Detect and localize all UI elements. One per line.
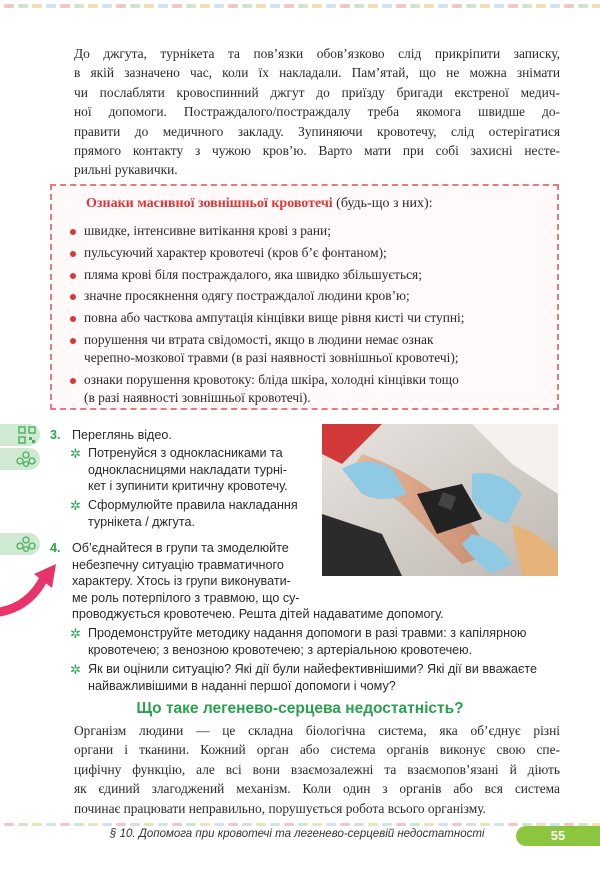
decorative-dash [18,823,28,826]
text-line: Сформулюйте правила накладання [88,498,298,512]
text-line: найважливішими в наданні першої допомоги і чому? [88,678,396,693]
decorative-dash [200,4,210,8]
decorative-dash [466,4,476,8]
text-line: однокласницями накладати турні- [88,462,287,477]
decorative-dash [116,823,126,826]
signs-list-item [70,222,552,240]
decorative-dash [564,4,574,8]
decorative-dash [452,823,462,826]
footer-chapter-title: § 10. Допомога при кровотечі та легенево-серцевій недостатності [110,828,485,840]
task-4-sub-2 [70,661,560,694]
text-line: чи послабляти кровоспинний джгут до приїзду бригади екстреної медич- [74,84,560,100]
task-3-sub-1-text [70,445,315,495]
group-work-icon [0,448,40,470]
decorative-dash [32,823,42,826]
decorative-dash [312,4,322,8]
decorative-dash [284,823,294,826]
bullet-dot-icon [70,251,76,257]
signs-item-text: (в разі наявності зовнішньої кровотечі). [84,390,311,406]
text-line: ної допомоги. Постраждалого/постраждалу треба якомога швидше до- [74,104,560,120]
decorative-dash [480,4,490,8]
decorative-dash [74,823,84,826]
signs-box [50,184,559,410]
decorative-dash [116,4,126,8]
text-line: як єдиний злагоджений механізм. Коли один з органів або вся система [74,781,560,797]
decorative-dash [130,823,140,826]
decorative-dash [214,823,224,826]
decorative-dash [60,823,70,826]
text-line: До джгута, турнікета та пов’язки обов’язково слід прикріпити записку, [74,46,560,61]
text-line: цифічну функцію, але всі вони взаємозалежні та взаємопов’язані й діють [74,761,560,777]
body-paragraph [74,721,560,818]
text-line: в якій зазначено час, коли їх накладали. Пам’ятай, що не можна знімати [74,65,560,81]
decorative-dash [536,4,546,8]
decorative-dash [592,4,600,8]
signs-title-suffix: (будь-що з них): [332,196,433,211]
signs-item-text: черепно-мозкової травми (в разі наявності зовнішньої кровотечі); [84,350,459,366]
text-line: органи і тканини. Кожний орган або система органів виконує свою спе- [74,742,560,758]
bullet-dot-icon [70,378,76,384]
task-4-sub-1-text [70,625,560,658]
sparkle-bullet-icon: ✲ [70,446,81,461]
page-number: 55 [516,826,600,846]
decorative-dash [158,4,168,8]
text-line: ме роль потерпілого з травмою, що су- [72,590,300,605]
decorative-dash [396,823,406,826]
decorative-dash [144,4,154,8]
top-decorative-dashes [0,0,600,12]
decorative-dash [4,4,14,8]
decorative-dash [494,823,504,826]
text-line: Об’єднайтеся в групи та змоделюйте [72,541,289,555]
decorative-dash [102,4,112,8]
qr-code-icon[interactable] [0,424,40,446]
text-line: кет і зупинити критичну кровотечу. [88,479,288,494]
decorative-dash [326,823,336,826]
signs-list-item [70,309,552,327]
decorative-dash [424,823,434,826]
decorative-dash [102,823,112,826]
text-line: починає працювати неправильно, порушується робота всього організму. [74,800,486,816]
signs-item-text: швидке, інтенсивне витікання крові з рани; [84,223,331,238]
signs-item-text: порушення чи втрата свідомості, якщо в людини немає ознак [84,331,434,347]
task-3-sub-1 [70,445,315,495]
signs-list-item [70,331,552,368]
decorative-dash [438,4,448,8]
decorative-dash [144,823,154,826]
signs-title-highlight: Ознаки масивної зовнішньої кровотечі [86,196,333,211]
signs-list-item [70,244,552,262]
decorative-dash [410,4,420,8]
decorative-dash [298,823,308,826]
decorative-dash [18,4,28,8]
decorative-dash [368,4,378,8]
decorative-dash [438,823,448,826]
decorative-dash [130,4,140,8]
decorative-dash [74,4,84,8]
decorative-dash [340,4,350,8]
text-line: небезпечну ситуацію травматичного [72,557,284,572]
decorative-dash [172,823,182,826]
decorative-dash [242,823,252,826]
decorative-dash [550,4,560,8]
decorative-dash [368,823,378,826]
task-4-text [72,540,562,623]
task-3-number: 3. [50,428,61,442]
text-line: Як ви оцінили ситуацію? Які дії були найефективнішими? Які дії ви вважаєте [88,662,538,676]
signs-item-text: пляма крові біля постраждалого, яка швидко збільшується; [84,266,422,282]
decorative-dash [186,823,196,826]
sparkle-bullet-icon: ✲ [70,498,81,513]
text-line: правити до медичного закладу. Зупиняючи кровотечу, слід остерігатися [74,123,560,139]
bullet-dot-icon [70,338,76,344]
pink-arrow-icon [0,560,60,620]
signs-item-text: повна або часткова ампутація кінцівки вище рівня кисті чи ступні; [84,310,465,326]
signs-list-item [70,371,552,408]
text-line: прямого контакту з чужою кров’ю. Варто мати при собі захисні несте- [74,143,560,159]
decorative-dash [452,4,462,8]
bullet-dot-icon [70,294,76,300]
decorative-dash [46,4,56,8]
text-line: турнікета / джгута. [88,514,195,529]
text-line: кровотечею; з венозною кровотечею; з артеріальною кровотечею. [88,642,473,657]
decorative-dash [228,823,238,826]
task-3-sub-2 [70,497,315,530]
decorative-dash [480,823,490,826]
signs-list-item [70,287,552,305]
text-line: Продемонструйте методику надання допомоги в разі травми: з капілярною [88,626,527,640]
decorative-dash [200,823,210,826]
decorative-dash [508,823,518,826]
decorative-dash [298,4,308,8]
text-line: проводжується кровотечею. Решта дітей надаватиме допомогу. [72,607,444,621]
decorative-dash [354,823,364,826]
signs-list-item [70,266,552,284]
decorative-dash [312,823,322,826]
sparkle-bullet-icon: ✲ [70,626,81,641]
decorative-dash [326,4,336,8]
signs-item-text: ознаки порушення кровотоку: бліда шкіра, холодні кінцівки тощо [84,372,459,388]
decorative-dash [382,4,392,8]
task-4-sub-1 [70,625,560,658]
task-4-sub-2-text [70,661,560,694]
signs-title [86,196,433,212]
decorative-dash [382,823,392,826]
decorative-dash [88,4,98,8]
decorative-dash [284,4,294,8]
decorative-dash [60,4,70,8]
decorative-dash [186,4,196,8]
decorative-dash [354,4,364,8]
decorative-dash [270,4,280,8]
signs-item-text: значне просякнення одягу постраждалої людини кров’ю; [84,288,410,304]
text-line: характеру. Хтось із групи виконувати- [72,574,291,588]
sparkle-bullet-icon: ✲ [70,662,81,677]
decorative-dash [396,4,406,8]
decorative-dash [172,4,182,8]
decorative-dash [466,823,476,826]
signs-list [70,222,552,411]
task-4-number: 4. [50,541,61,555]
decorative-dash [46,823,56,826]
decorative-dash [494,4,504,8]
decorative-dash [242,4,252,8]
bullet-dot-icon [70,316,76,322]
decorative-dash [256,823,266,826]
text-line: рильні рукавички. [74,162,178,178]
decorative-dash [32,4,42,8]
decorative-dash [340,823,350,826]
task-3-text: Переглянь відео. [72,428,172,442]
decorative-dash [270,823,280,826]
decorative-dash [508,4,518,8]
signs-item-text: пульсуючий характер кровотечі (кров б’є фонтаном); [84,244,387,260]
task-3-sub-2-text [70,497,315,530]
bullet-dot-icon [70,229,76,235]
section-heading: Що таке легенево-серцева недостатність? [136,700,464,717]
decorative-dash [424,4,434,8]
decorative-dash [410,823,420,826]
decorative-dash [214,4,224,8]
decorative-dash [158,823,168,826]
text-line: Потренуйся з однокласниками та [88,446,283,460]
decorative-dash [88,823,98,826]
decorative-dash [4,823,14,826]
decorative-dash [256,4,266,8]
group-work-icon [0,533,40,555]
bullet-dot-icon [70,273,76,279]
text-line: Організм людини — це складна біологічна система, яка об’єднує різні [74,723,560,738]
decorative-dash [522,4,532,8]
intro-paragraph [74,44,560,180]
decorative-dash [578,4,588,8]
decorative-dash [228,4,238,8]
